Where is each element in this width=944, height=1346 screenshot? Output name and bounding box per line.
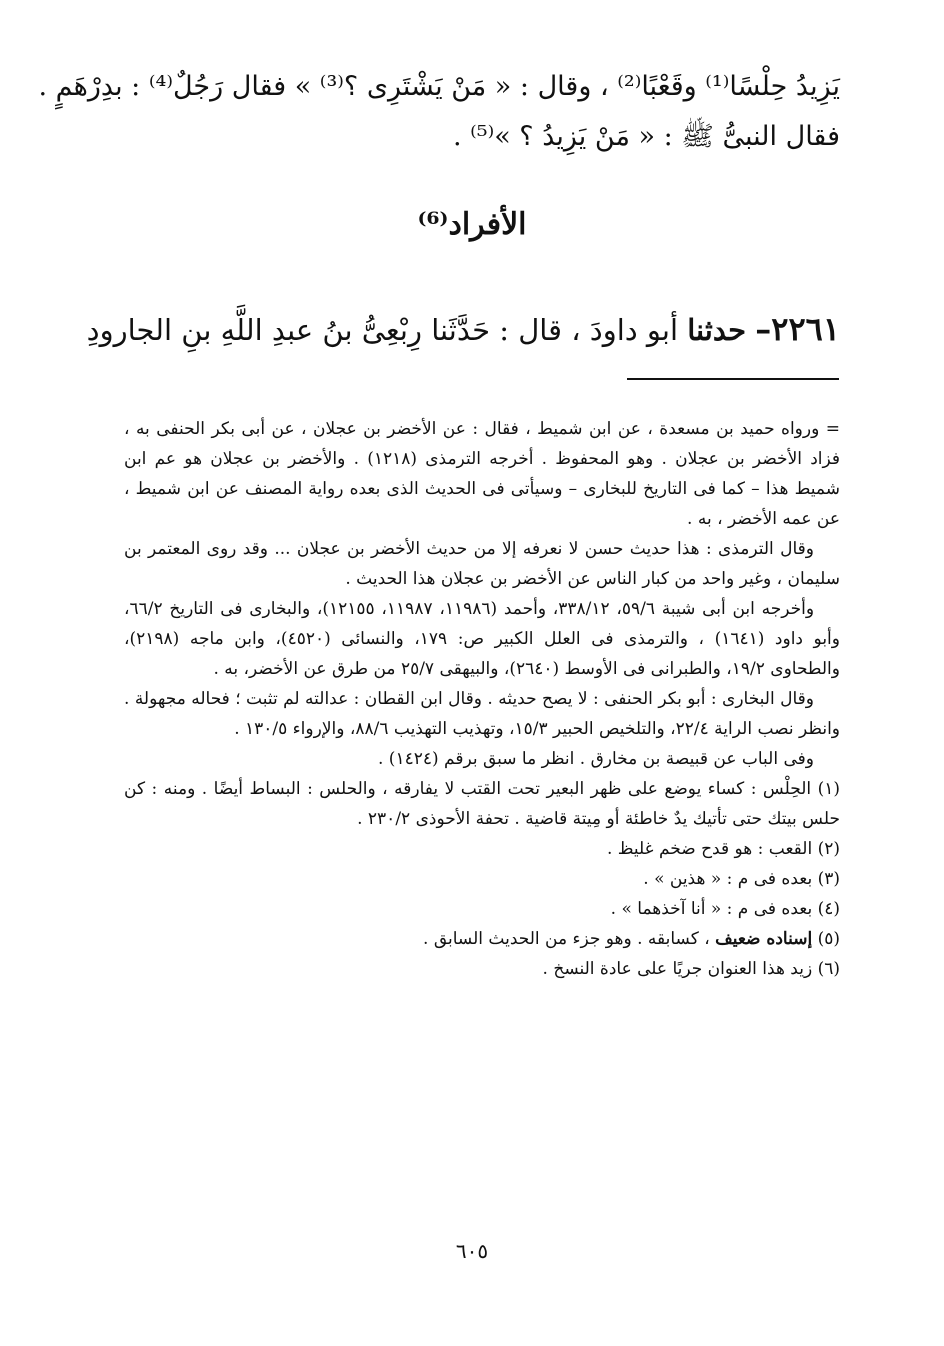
footnotes-block (124, 414, 840, 984)
footnote-paragraph: وأخرجه ابن أبى شيبة ٥٩/٦، ٣٣٨/١٢، وأحمد (١١٩٨٦، ١١٩٨٧، ١٢١٥٥)، والبخارى فى التاريخ ٦٦/٢، وأبو داود (١٦٤١) ، والترمذى فى العلل الكبير ص: ١٧٩، والنسائى (٤٥٢٠)، وابن ماجه (٢١٩٨)، والطحاوى ١٩/٢، والطبرانى فى الأوسط (٢٦٤٠)، والبيهقى ٢٥/٧ من طرق عن الأخضر، به . (124, 599, 840, 679)
footnote-note-5 (124, 924, 840, 954)
hadith-narration-verb: حدثنا (687, 313, 747, 347)
footnote-note-3: (٣) بعده فى م : « هذين » . (643, 869, 840, 889)
footnote-note-5-number: (٥) (817, 929, 840, 949)
footnote-paragraph: وفى الباب عن قبيصة بن مخارق . انظر ما سبق برقم (١٤٢٤) . (377, 749, 814, 769)
footnote-note-5-grading: إسناده ضعيف (715, 929, 813, 949)
hadith-chain-text: أبو داودَ ، قال : حَدَّثَنا رِبْعِىُّ بنُ عبدِ اللَّهِ بنِ الجارودِ (86, 313, 678, 347)
footnote-note-2: (٢) القعب : هو قدح ضخم غليظ . (606, 839, 840, 859)
hadith-opening-line (86, 304, 840, 355)
main-text-line-2: فقال النبىُّ ﷺ : « مَنْ يَزِيدُ ؟ »⁽⁵⁾ . (452, 121, 840, 152)
footnote-divider (627, 378, 839, 380)
footnote-paragraph: وقال البخارى : أبو بكر الحنفى : لا يصح حديثه . وقال ابن القطان : عدالته لم تثبت ؛ فحاله مجهولة . وانظر نصب الراية ٢٢/٤، والتلخيص الحبير ١٥/٣، وتهذيب التهذيب ٨٨/٦، والإرواء ١٣٠/٥ . (124, 689, 840, 739)
footnote-note-4: (٤) بعده فى م : « أنا آخذهما » . (610, 899, 840, 919)
footnote-note-5-text: ، كسابقه . وهو جزء من الحديث السابق . (423, 929, 710, 949)
page-number: ٦٠٥ (455, 1239, 489, 1263)
section-heading: الأفراد⁽⁶⁾ (417, 207, 527, 242)
main-text-line-1: يَزِيدُ حِلْسًا⁽¹⁾ وقَعْبًا⁽²⁾ ، وقال : « مَنْ يَشْتَرِى ؟⁽³⁾ » فقال رَجُلٌ⁽⁴⁾ : بدِرْهَمٍ . (38, 71, 840, 102)
footnote-note-1: (١) الحِلْس : كساء يوضع على ظهر البعير تحت القتب لا يفارقه ، والحلس : البساط أيضًا . ومنه : كن حلس بيتك حتى تأتيك يدٌ خاطئة أو مِيتة قاضية . تحفة الأحوذى ٢٣٠/٢ . (124, 779, 840, 829)
footnote-continuation: = ورواه حميد بن مسعدة ، عن ابن شميط ، فقال : عن الأخضر بن عجلان ، عن أبى بكر الحنفى به ، فزاد الأخضر بن عجلان . وهو المحفوظ . أخرجه الترمذى (١٢١٨) . والأخضر بن عجلان هو عم ابن شميط هذا – كما فى التاريخ للبخارى – وسيأتى فى الحديث الذى بعده رواية المصنف عن ابن شميط ، عن عمه الأخضر ، به . (124, 419, 841, 529)
footnote-paragraph: وقال الترمذى : هذا حديث حسن لا نعرفه إلا من حديث الأخضر بن عجلان ... وقد روى المعتمر بن سليمان ، وغير واحد من كبار الناس عن الأخضر بن عجلان هذا الحديث . (124, 539, 840, 589)
footnote-note-6: (٦) زيد هذا العنوان جريًا على عادة النسخ . (542, 959, 840, 979)
hadith-number: ٢٢٦١– (755, 310, 840, 348)
main-text-block (38, 62, 840, 162)
